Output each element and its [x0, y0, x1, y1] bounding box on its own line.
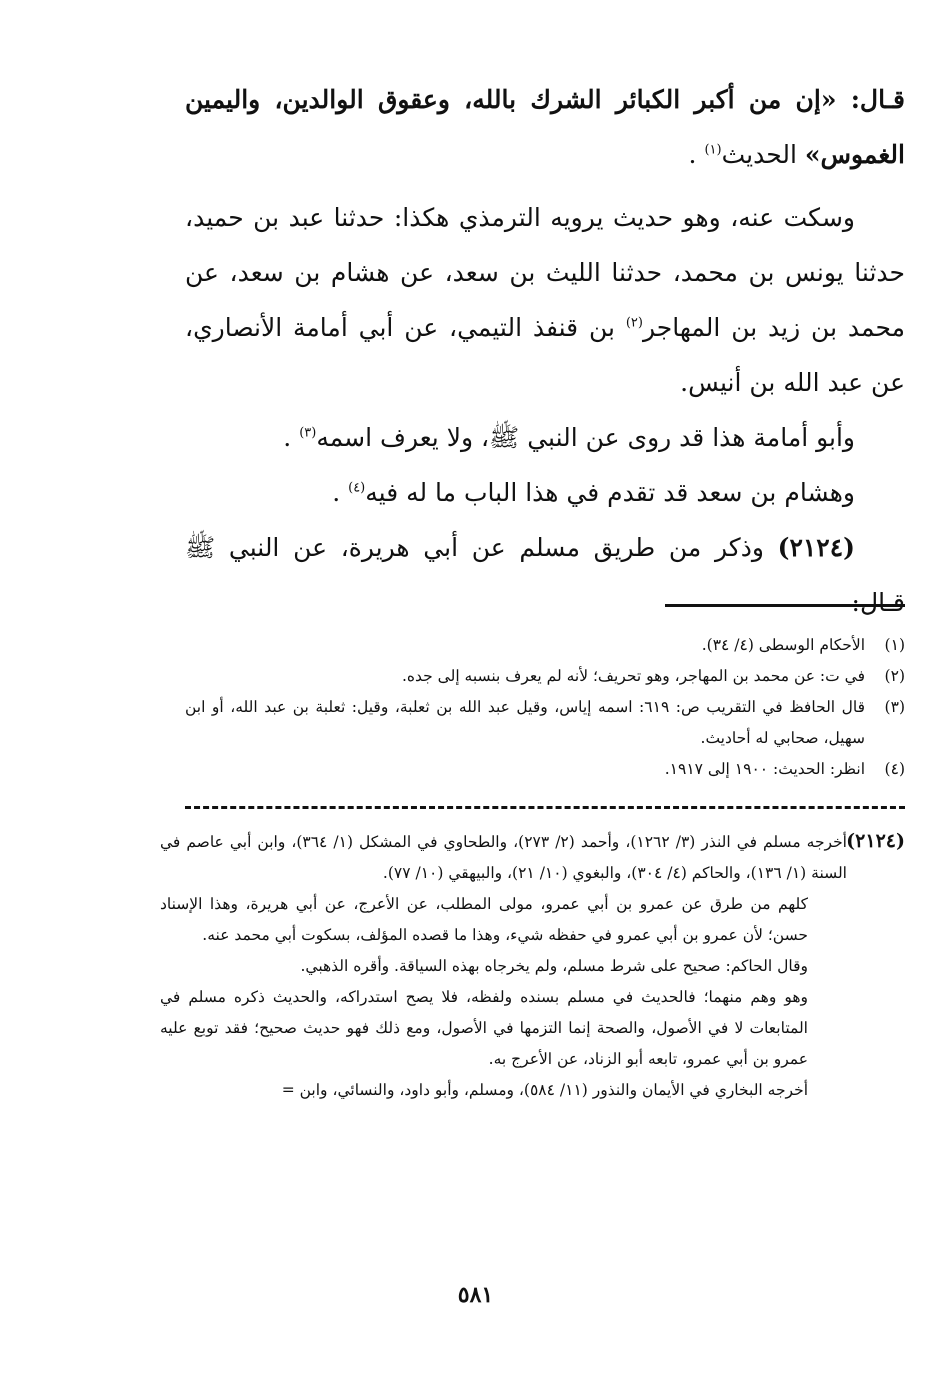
footnote-text: في ت: عن محمد بن المهاجر، وهو تحريف؛ لأنه لم يعرف بنسبه إلى جده. [401, 667, 865, 685]
footnote-number: (٤) [884, 760, 905, 778]
footnote-number: (٢) [884, 667, 905, 685]
footnote-text: الأحكام الوسطى (٤/ ٣٤). [701, 636, 865, 654]
page-number: ٥٨١ [457, 1282, 494, 1308]
paragraph-hadith-quote [185, 72, 905, 182]
footnote-1 [185, 630, 905, 661]
paragraph-hisham [185, 465, 905, 520]
abu-umama-text: وأبو أمامة هذا قد روى عن النبي ﷺ، ولا يعرف اسمه [316, 423, 855, 452]
hadith-word: الحديث [721, 140, 805, 169]
period: . [332, 478, 349, 507]
hadith-number: (٢١٢٤) [777, 533, 855, 562]
footnote-ref-2[interactable]: (٢) [625, 315, 643, 331]
footnote-text: قال الحافظ في التقريب ص: ٦١٩: اسمه إياس، وقيل عبد الله بن ثعلبة، وقيل: ثعلبة بن عبد الله، أو ابن سهيل، صحابي له أحاديث. [185, 698, 865, 747]
footnote-3 [185, 692, 905, 754]
takhrij-number: (٢١٢٤) [846, 830, 905, 852]
takhrij-paragraph: وهو وهم منهما؛ فالحديث في مسلم بسنده ولفظه، فلا يصح استدراكه، والحديث ذكره مسلم في المتابعات لا في الأصول، والصحة إنما التزمها في الأصول، ومع ذلك فهو حديث صحيح؛ فقد توبع عليه عمرو بن أبي عمرو، تابعه أبو الزناد، عن الأعرج به. [160, 988, 808, 1068]
period: . [283, 423, 300, 452]
notes-separator [185, 806, 905, 809]
footnote-ref-3[interactable]: (٣) [299, 425, 317, 441]
paragraph-isnad [185, 190, 905, 410]
footnote-number: (٣) [884, 698, 905, 716]
takhrij-notes [160, 826, 905, 1106]
footnote-2 [185, 661, 905, 692]
paragraph-abu-umama [185, 410, 905, 465]
footnote-separator [665, 604, 905, 607]
main-text [185, 72, 905, 630]
takhrij-text: أخرجه مسلم في النذر (٣/ ١٢٦٢)، وأحمد (٢/ ٢٧٣)، والطحاوي في المشكل (١/ ٣٦٤)، وابن أبي عاصم في السنة (١/ ١٣٦)، والحاكم (٤/ ٣٠٤)، والبغوي (١٠/ ٢١)، والبيهقي (١٠/ ٧٧). [160, 833, 847, 882]
hadith-quote: «إن من أكبر الكبائر الشرك بالله، وعقوق الوالدين، واليمين الغموس» [185, 85, 905, 169]
footnote-number: (١) [884, 636, 905, 654]
paragraph-hadith-2124 [185, 520, 905, 630]
footnote-ref-1[interactable]: (١) [704, 142, 722, 158]
takhrij-first-paragraph [160, 826, 905, 889]
footnote-4 [185, 754, 905, 785]
hadith-2124-text: وذكر من طريق مسلم عن أبي هريرة، عن النبي ﷺ قـال: [185, 533, 905, 617]
takhrij-paragraph: كلهم من طرق عن عمرو بن أبي عمرو، مولى المطلب، عن الأعرج، عن أبي هريرة، وهذا الإسناد حسن؛ لأن عمرو بن أبي عمرو في حفظه شيء، وهذا ما قصده المؤلف، بسكوت أبي محمد عنه. [160, 895, 808, 944]
footnote-ref-4[interactable]: (٤) [348, 480, 366, 496]
takhrij-paragraph: أخرجه البخاري في الأيمان والنذور (١١/ ٥٨٤)، ومسلم، وأبو داود، والنسائي، وابن = [281, 1081, 808, 1099]
qala-word: قـال: [836, 85, 905, 114]
footnote-text: انظر: الحديث: ١٩٠٠ إلى ١٩١٧. [664, 760, 865, 778]
hisham-text: وهشام بن سعد قد تقدم في هذا الباب ما له فيه [365, 478, 855, 507]
isnad-text-1: وسكت عنه، وهو حديث يرويه الترمذي هكذا: حدثنا عبد بن حميد، حدثنا يونس بن محمد، حدثنا الليث بن سعد، عن هشام بن سعد، عن محمد بن زيد بن المهاجر [185, 203, 905, 342]
period: . [688, 140, 705, 169]
takhrij-paragraph: وقال الحاكم: صحيح على شرط مسلم، ولم يخرجاه بهذه السياقة. وأقره الذهبي. [300, 957, 808, 975]
footnotes [185, 630, 905, 785]
isnad-text-2: بن قنفذ التيمي، عن أبي أمامة الأنصاري، عن عبد الله بن أنيس. [185, 313, 905, 397]
